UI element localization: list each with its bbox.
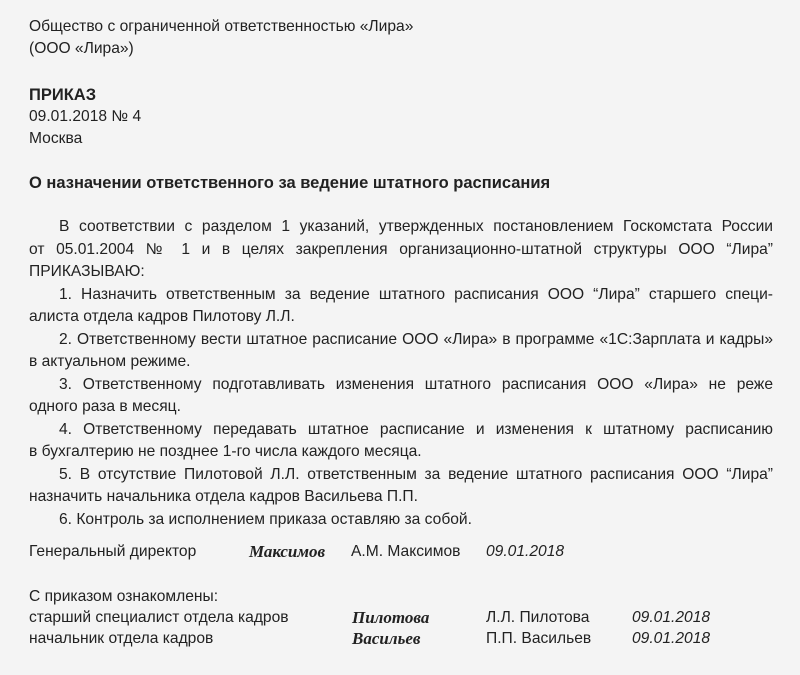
body-line: назначить начальника отдела кадров Васильева П.П. [29,488,418,505]
body-line: ПРИКАЗЫВАЮ: [29,263,145,280]
acquainted-position: старший специалист отдела кадров [29,609,289,626]
body-line: одного раза в месяц. [29,398,181,415]
director-position: Генеральный директор [29,543,197,560]
org-short-name: (ООО «Лира») [29,40,134,57]
acquainted-position: начальник отдела кадров [29,630,214,647]
body-line: 6. Контроль за исполнением приказа оставляю за собой. [59,510,472,528]
order-title: ПРИКАЗ [29,86,97,104]
body-line: 5. В отсутствие Пилотовой Л.Л. ответственным за ведение штатного расписания ООО “Лира” [59,465,773,483]
order-date-number: 09.01.2018 № 4 [29,108,142,125]
body-line: 3. Ответственному подготавливать изменения штатного расписания ООО «Лира» не реже [59,375,773,393]
body-line: 4. Ответственному передавать штатное расписание и изменения к штатному расписанию [59,420,773,438]
director-signature: Максимов [249,542,326,561]
body-line: 2. Ответственному вести штатное расписание ООО «Лира» в программе «1С:Зарплата и кадры» [59,330,773,348]
body-line: в бухгалтерию не позднее 1-го числа каждого месяца. [29,443,422,460]
director-date: 09.01.2018 [486,543,565,560]
director-name: А.М. Максимов [351,543,461,560]
acquainted-name: П.П. Васильев [486,630,592,647]
order-subject: О назначении ответственного за ведение штатного расписания [29,174,551,192]
acquainted-signature: Пилотова [352,608,430,627]
acquainted-date: 09.01.2018 [632,630,711,647]
body-line: алиста отдела кадров Пилотову Л.Л. [29,308,295,325]
order-body [29,216,773,531]
body-line: от 05.01.2004 № 1 и в целях закрепления организационно-штатной структуры ООО “Лира” [29,240,773,258]
order-city: Москва [29,130,83,147]
body-line: В соответствии с разделом 1 указаний, утвержденных постановлением Госкомстата России [59,218,773,235]
acquainted-heading: С приказом ознакомлены: [29,588,219,605]
org-full-name: Общество с ограниченной ответственностью «Лира» [29,18,414,35]
body-line: 1. Назначить ответственным за ведение штатного расписания ООО “Лира” старшего специ- [59,285,773,303]
acquainted-signature: Васильев [352,629,421,648]
body-line: в актуальном режиме. [29,353,191,370]
acquainted-name: Л.Л. Пилотова [486,609,590,626]
acquainted-date: 09.01.2018 [632,609,711,626]
